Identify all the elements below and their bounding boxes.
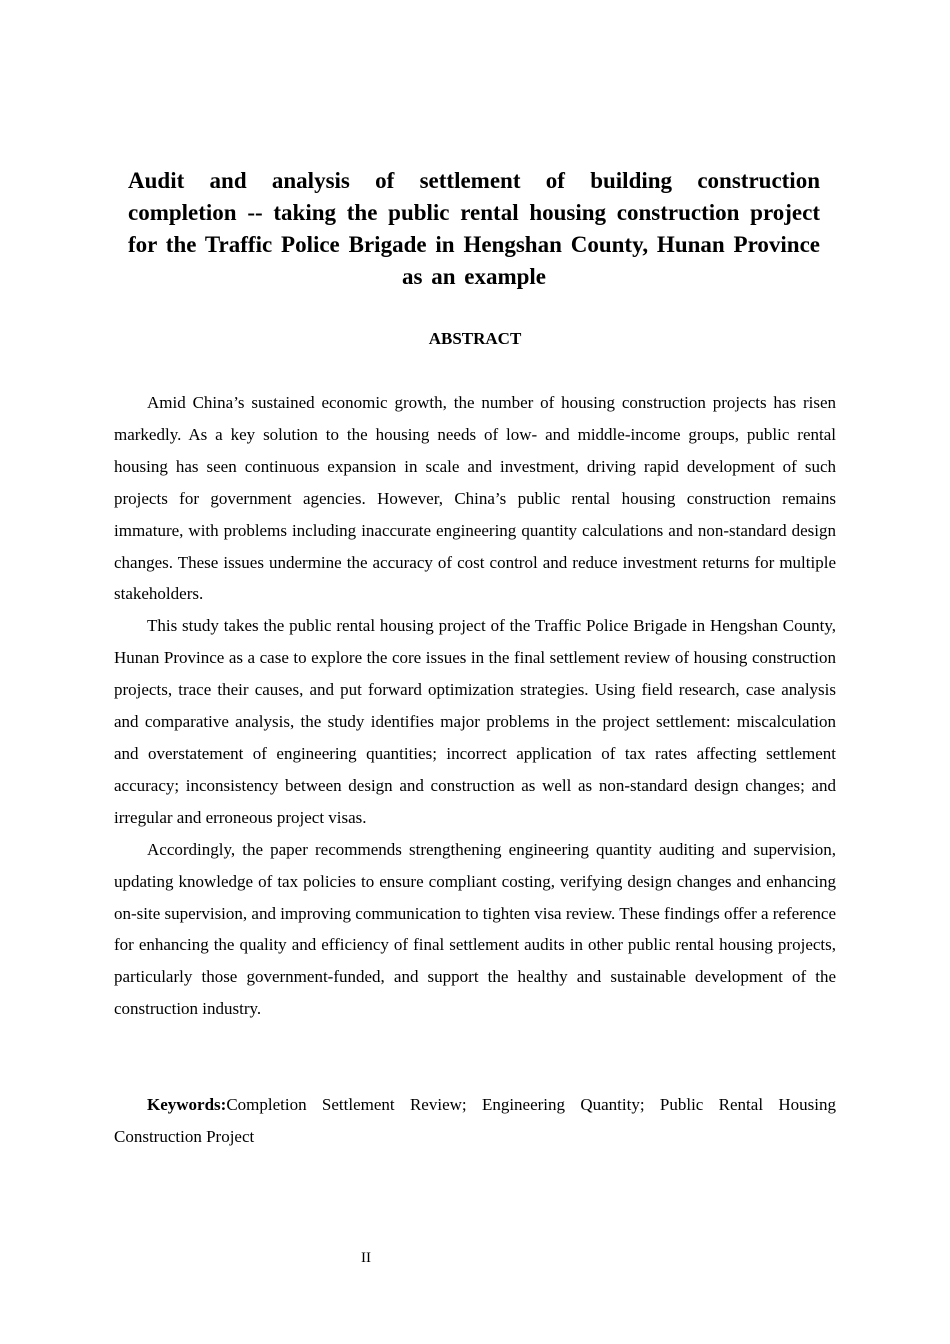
abstract-paragraph: This study takes the public rental housing project of the Traffic Police Brigade in Hengshan County, Hunan Province as a case to explore the core issues in the final settlement review of housing construction projects, trace their causes, and put forward optimization strategies. Using field research, case analysis and comparative analysis, the study identifies major problems in the project settlement: miscalculation and overstatement of engineering quantities; incorrect application of tax rates affecting settlement accuracy; inconsistency between design and construction as well as non-standard design changes; and irregular and erroneous project visas. (114, 616, 836, 827)
abstract-heading: ABSTRACT (428, 329, 522, 348)
abstract-body (114, 387, 836, 1025)
document-title: Audit and analysis of settlement of building construction completion -- taking the public rental housing construction project for the Traffic Police Brigade in Hengshan County, Hunan Province as an example (128, 168, 820, 289)
abstract-paragraph: Amid China’s sustained economic growth, the number of housing construction projects has risen markedly. As a key solution to the housing needs of low- and middle-income groups, public rental housing has seen continuous expansion in scale and investment, driving rapid development of such projects for government agencies. However, China’s public rental housing construction remains immature, with problems including inaccurate engineering quantity calculations and non-standard design changes. These issues undermine the accuracy of cost control and reduce investment returns for multiple stakeholders. (114, 393, 836, 604)
page-number: II (361, 1250, 371, 1266)
keywords-line (114, 1089, 836, 1153)
keywords-label: Keywords: (147, 1095, 227, 1114)
keywords-text: Completion Settlement Review; Engineering Quantity; Public Rental Housing Construction Project (114, 1095, 836, 1146)
abstract-paragraph: Accordingly, the paper recommends strengthening engineering quantity auditing and supervision, updating knowledge of tax policies to ensure compliant costing, verifying design changes and enhancing on-site supervision, and improving communication to tighten visa review. These findings offer a reference for enhancing the quality and efficiency of final settlement audits in other public rental housing projects, particularly those government-funded, and support the healthy and sustainable development of the construction industry. (114, 839, 836, 1019)
